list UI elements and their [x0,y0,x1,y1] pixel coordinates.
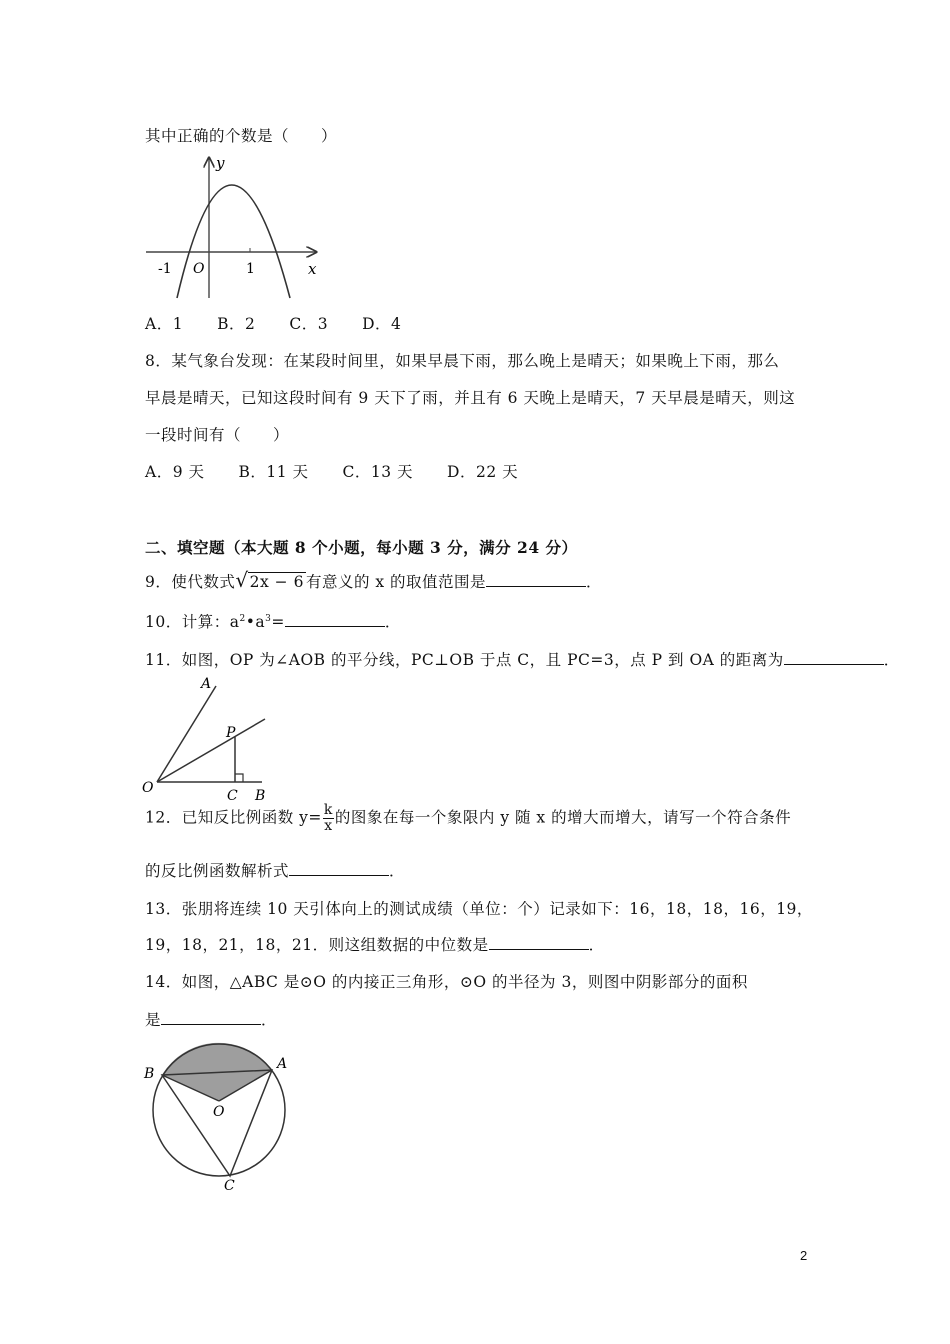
q7-stem-tail: 其中正确的个数是（ ） [145,127,338,145]
q8-options [145,460,552,482]
tick-one: 1 [246,261,255,277]
q11-angle-figure [138,672,278,807]
q9-suffix: 有意义的 x 的取值范围是 [305,573,487,591]
x-axis-label: x [308,260,317,278]
right-angle-mark [235,774,243,782]
ray-oa [157,686,216,782]
q7-option-c: C．3 [289,315,329,333]
sqrt-symbol: √ [235,568,249,592]
origin-label: O [193,261,205,277]
label-o: O [142,780,154,796]
q12-numerator: k [323,802,333,818]
q11-answer-blank[interactable] [784,650,884,665]
q11-end: ． [883,651,900,669]
q9-radicand: 2x − 6 [249,573,304,591]
q11-text: 11．如图，OP 为∠AOB 的平分线，PC⊥OB 于点 C，且 PC=3，点 P 到 OA 的距离为 [145,651,784,669]
parabola-curve [177,185,290,298]
label-o: O [213,1104,225,1120]
label-a: A [201,676,212,692]
q8-option-b: B．11 天 [238,463,309,481]
label-c: C [227,788,238,804]
q12-denominator: x [324,818,333,834]
q14-line-1: 14．如图，△ABC 是⊙O 的内接正三角形，⊙O 的半径为 3，则图中阴影部分的面积 [145,973,748,991]
q10-prefix: 10．计算：a [145,613,240,631]
q12-answer-blank[interactable] [289,861,389,876]
q8-option-a: A．9 天 [145,463,205,481]
tick-neg-one: -1 [158,261,172,277]
q8-line-1: 8．某气象台发现：在某段时间里，如果早晨下雨，那么晚上是晴天；如果晚上下雨，那么 [145,352,780,370]
q12-suffix: 的图象在每一个象限内 y 随 x 的增大而增大，请写一个符合条件 [334,808,792,827]
q10-line [145,610,401,632]
ray-op [157,719,265,782]
q10-mid: •a [245,613,266,631]
label-p: P [226,725,236,741]
q7-option-d: D．4 [362,315,402,333]
q13-answer-blank[interactable] [489,935,589,950]
label-b: B [144,1066,155,1082]
q14-line-2 [145,1008,277,1030]
q12-end: ． [389,862,406,880]
q13-end: ． [588,936,605,954]
q13-line-1: 13．张朋将连续 10 天引体向上的测试成绩（单位：个）记录如下：16，18，18，16，19， [145,900,813,918]
q14-line2-text: 是 [145,1011,162,1029]
q12-prefix: 12．已知反比例函数 y= [145,808,322,827]
q10-end: ． [384,613,401,631]
q10-exp1: 2 [239,613,246,624]
q9-answer-blank[interactable] [486,572,586,587]
q9-prefix: 9．使代数式 [145,573,236,591]
q10-eq: = [271,613,285,631]
q11-line [145,648,900,670]
q7-option-b: B．2 [217,315,256,333]
q14-answer-blank[interactable] [161,1010,261,1025]
q8-option-d: D．22 天 [447,463,519,481]
q8-line-3: 一段时间有（ ） [145,426,290,444]
label-a: A [277,1056,288,1072]
q10-answer-blank[interactable] [285,612,385,627]
q8-option-c: C．13 天 [342,463,414,481]
q8-line-2: 早晨是晴天，已知这段时间有 9 天下了雨，并且有 6 天晚上是晴天，7 天早晨是晴天，则这 [145,389,796,407]
q9-line [145,568,602,592]
q12-fraction [323,803,334,834]
label-b: B [255,788,266,804]
q7-options [145,312,435,334]
q14-end: ． [261,1011,278,1029]
q12-line-1 [145,803,791,834]
q7-option-a: A．1 [145,315,184,333]
q12-line-2 [145,859,405,881]
q9-end: ． [586,573,603,591]
q13-line-2 [145,933,605,955]
q7-parabola-figure [140,152,325,302]
q10-exp2: 3 [265,613,272,624]
section-heading: 二、填空题（本大题 8 个小题，每小题 3 分，满分 24 分） [145,538,578,557]
q12-line2-text: 的反比例函数解析式 [145,862,290,880]
q13-line2-text: 19，18，21，18，21．则这组数据的中位数是 [145,936,489,954]
y-axis-label: y [216,154,225,172]
page-number: 2 [800,1248,808,1263]
label-c: C [224,1178,235,1190]
q14-circle-figure [138,1030,298,1190]
